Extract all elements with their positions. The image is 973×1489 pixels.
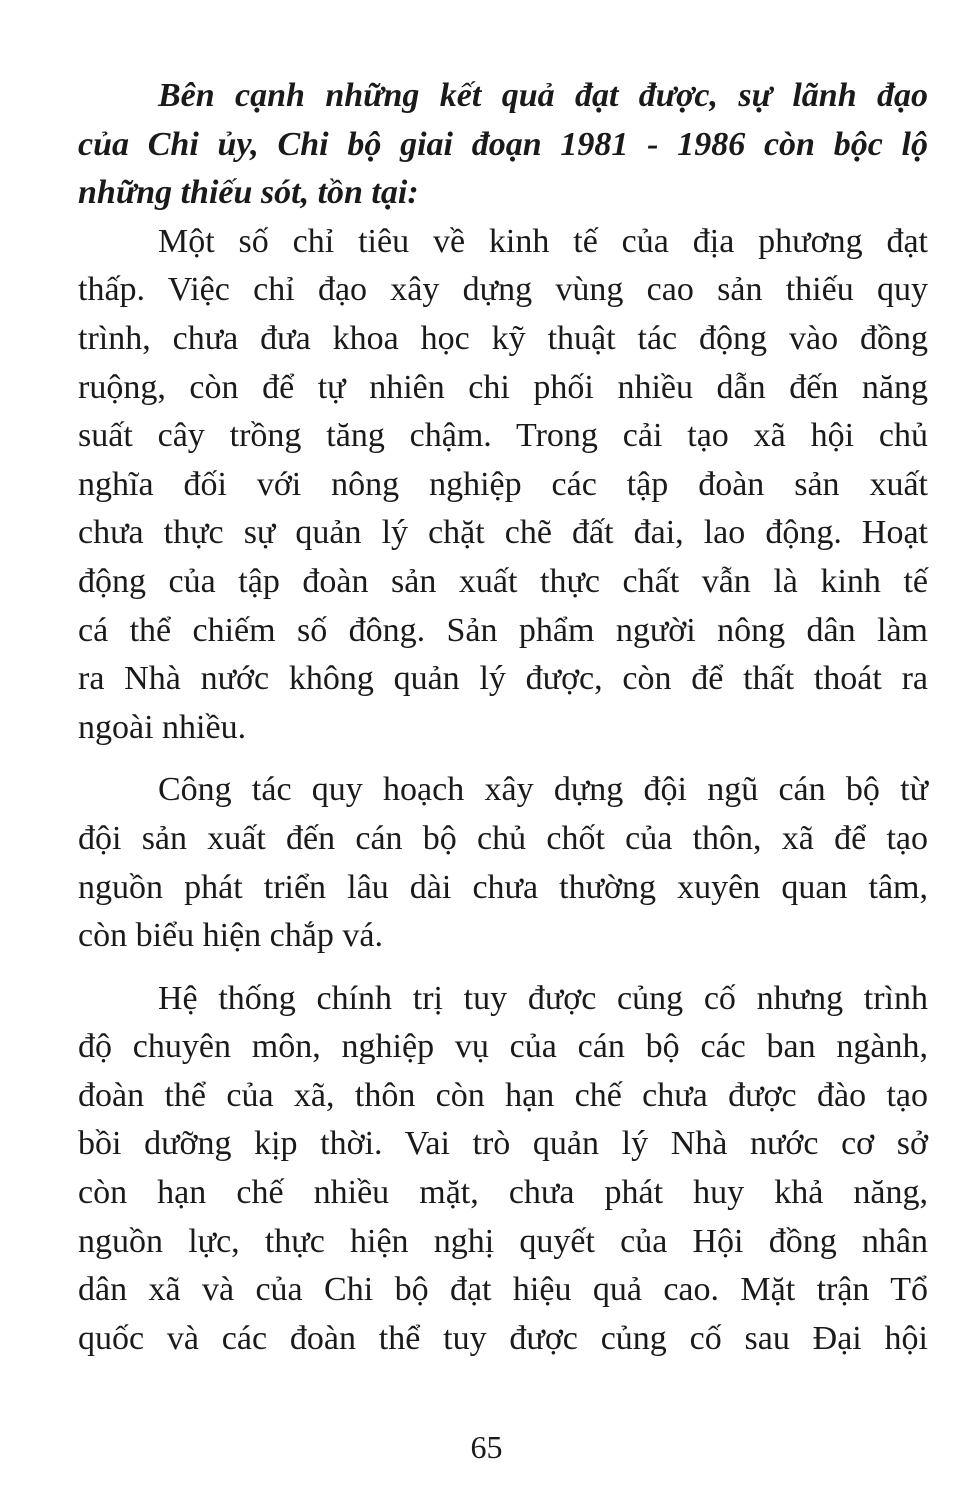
heading-line: Bên cạnh những kết quả đạt được, sự lãnh đạo [158,77,928,114]
paragraph-line: cá thể chiếm số đông. Sản phẩm người nông dân làm [78,611,928,649]
paragraph-line: thấp. Việc chỉ đạo xây dựng vùng cao sản thiếu quy [78,271,928,309]
paragraph-line: Hệ thống chính trị tuy được củng cố nhưng trình [158,979,928,1017]
paragraph-line: ngoài nhiều. [78,708,247,746]
paragraph-line: nghĩa đối với nông nghiệp các tập đoàn sản xuất [78,465,928,503]
paragraph-line: độ chuyên môn, nghiệp vụ của cán bộ các ban ngành, [78,1028,928,1066]
paragraph-line: động của tập đoàn sản xuất thực chất vẫn là kinh tế [78,562,928,600]
paragraph-line: ruộng, còn để tự nhiên chi phối nhiều dẫn đến năng [78,368,928,406]
paragraph-cadre-planning [78,766,928,960]
paragraph-line: suất cây trồng tăng chậm. Trong cải tạo xã hội chủ [78,417,928,455]
paragraph-line: bồi dưỡng kịp thời. Vai trò quản lý Nhà nước cơ sở [78,1125,928,1163]
paragraph-line: Công tác quy hoạch xây dựng đội ngũ cán bộ từ [158,771,928,809]
paragraph-line: nguồn lực, thực hiện nghị quyết của Hội đồng nhân [78,1222,928,1260]
paragraph-line: ra Nhà nước không quản lý được, còn để thất thoát ra [78,660,928,698]
paragraph-line: quốc và các đoàn thể tuy được củng cố sau Đại hội [78,1319,928,1357]
paragraph-line: còn biểu hiện chắp vá. [78,917,383,955]
paragraph-line: dân xã và của Chi bộ đạt hiệu quả cao. Mặt trận Tổ [78,1271,928,1309]
paragraph-line: Một số chỉ tiêu về kinh tế của địa phương đạt [158,222,928,260]
page-number: 65 [470,1429,503,1465]
paragraph-line: còn hạn chế nhiều mặt, chưa phát huy khả năng, [78,1174,928,1212]
heading-line: của Chi ủy, Chi bộ giai đoạn 1981 - 1986 còn bộc lộ [78,125,928,163]
paragraph-line: đội sản xuất đến cán bộ chủ chốt của thôn, xã để tạo [78,819,928,857]
paragraph-line: nguồn phát triển lâu dài chưa thường xuyên quan tâm, [78,868,928,906]
paragraph-economy [78,218,928,753]
paragraph-political-system [78,975,928,1364]
section-heading [78,72,928,218]
paragraph-spacer [78,961,928,975]
heading-line: những thiếu sót, tồn tại: [78,174,419,212]
page-body [78,72,928,1363]
paragraph-line: đoàn thể của xã, thôn còn hạn chế chưa được đào tạo [78,1076,928,1114]
paragraph-line: trình, chưa đưa khoa học kỹ thuật tác động vào đồng [78,319,928,357]
paragraph-spacer [78,752,928,766]
paragraph-line: chưa thực sự quản lý chặt chẽ đất đai, lao động. Hoạt [78,514,928,552]
